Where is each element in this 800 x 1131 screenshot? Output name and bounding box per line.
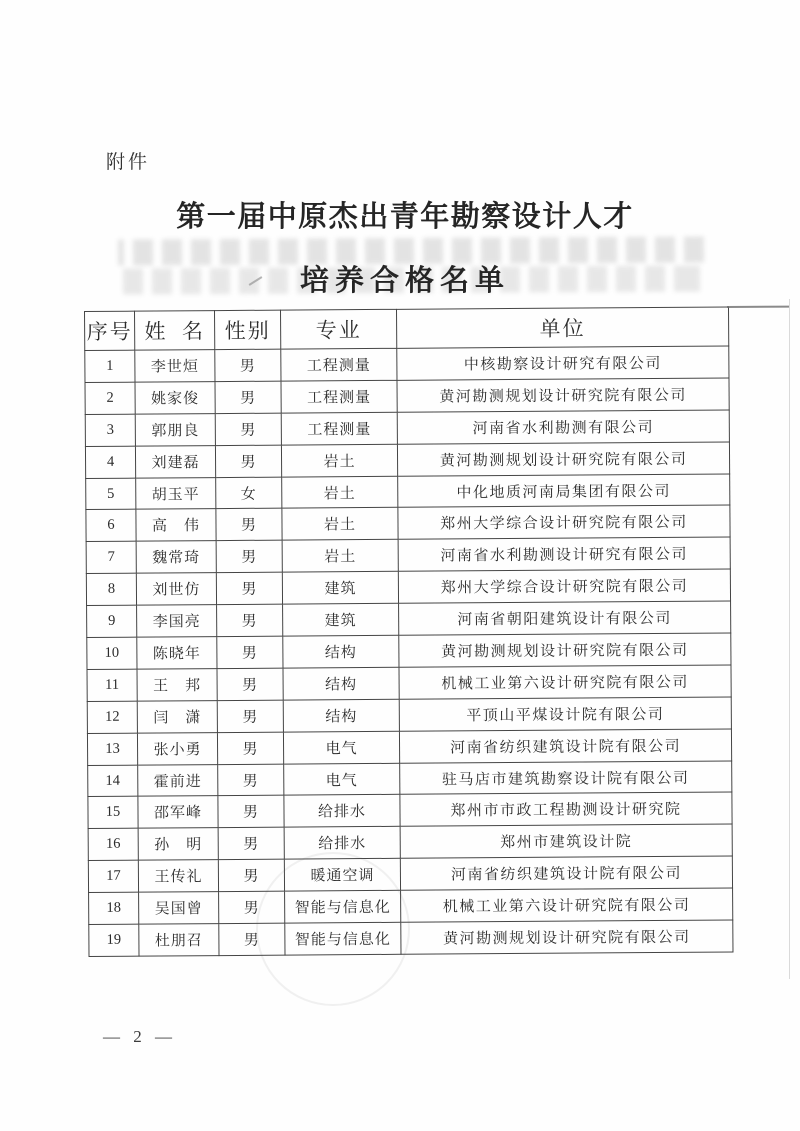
- cell-serial: 1: [85, 350, 135, 382]
- cell-gender: 男: [215, 445, 281, 477]
- cell-name: 邵军峰: [138, 796, 218, 828]
- table-row: [86, 474, 730, 510]
- cell-name: 王传礼: [138, 860, 218, 892]
- header-name: 姓 名: [135, 311, 215, 351]
- table-row: [86, 569, 730, 605]
- cell-specialty: 岩土: [282, 508, 398, 541]
- table-row: [89, 888, 733, 924]
- cell-name: 张小勇: [137, 732, 217, 764]
- table-row: [88, 824, 732, 860]
- cell-gender: 男: [219, 891, 285, 923]
- header-serial: 序号: [85, 311, 135, 350]
- table-row: [89, 920, 733, 956]
- cell-specialty: 工程测量: [281, 412, 397, 445]
- cell-unit: 郑州大学综合设计研究院有限公司: [398, 505, 730, 539]
- table-row: [88, 792, 732, 828]
- cell-serial: 14: [88, 765, 138, 797]
- cell-name: 闫 潇: [137, 700, 217, 732]
- cell-unit: 平顶山平煤设计院有限公司: [399, 697, 731, 731]
- cell-gender: 男: [215, 349, 281, 381]
- header-unit: 单位: [396, 307, 728, 348]
- cell-gender: 男: [217, 668, 283, 700]
- cell-serial: 11: [87, 669, 137, 701]
- cell-name: 刘建磊: [135, 445, 215, 477]
- cell-name: 高 伟: [136, 509, 216, 541]
- cell-name: 王 邦: [137, 668, 217, 700]
- cell-unit: 黄河勘测规划设计研究院有限公司: [401, 920, 733, 954]
- cell-serial: 5: [86, 478, 136, 510]
- cell-unit: 河南省朝阳建筑设计有限公司: [399, 601, 731, 635]
- cell-specialty: 工程测量: [281, 380, 397, 413]
- cell-specialty: 工程测量: [281, 348, 397, 381]
- cell-serial: 19: [89, 924, 139, 956]
- cell-serial: 18: [89, 892, 139, 924]
- cell-gender: 男: [215, 381, 281, 413]
- cell-unit: 河南省水利勘测设计研究有限公司: [398, 537, 730, 571]
- cell-gender: 男: [217, 604, 283, 636]
- cell-name: 孙 明: [138, 828, 218, 860]
- table-row: [87, 601, 731, 637]
- table-row: [88, 856, 732, 892]
- cell-gender: 男: [218, 827, 284, 859]
- document-title-line2: 培养合格名单: [299, 265, 510, 297]
- cell-unit: 驻马店市建筑勘察设计院有限公司: [400, 761, 732, 795]
- roster-table-container: [84, 306, 733, 956]
- cell-serial: 17: [88, 860, 138, 892]
- cell-unit: 河南省纺织建筑设计院有限公司: [399, 729, 731, 763]
- cell-specialty: 岩土: [282, 540, 398, 573]
- header-gender: 性别: [215, 310, 281, 349]
- cell-gender: 男: [217, 700, 283, 732]
- cell-unit: 机械工业第六设计研究院有限公司: [399, 665, 731, 699]
- cell-specialty: 岩土: [282, 476, 398, 509]
- cell-gender: 男: [216, 572, 282, 604]
- cell-unit: 中核勘察设计研究有限公司: [397, 346, 729, 380]
- cell-name: 胡玉平: [136, 477, 216, 509]
- cell-specialty: 电气: [284, 763, 400, 796]
- scan-edge-artifact: [789, 299, 790, 979]
- table-row: [85, 442, 729, 478]
- scan-line-artifact: [727, 305, 789, 307]
- qualified-list-table: [84, 306, 733, 956]
- cell-serial: 10: [87, 637, 137, 669]
- cell-name: 陈晓年: [137, 637, 217, 669]
- cell-unit: 黄河勘测规划设计研究院有限公司: [397, 442, 729, 476]
- table-row: [86, 505, 730, 541]
- cell-gender: 男: [218, 764, 284, 796]
- table-row: [87, 633, 731, 669]
- page-number: — 2 —: [103, 1027, 173, 1046]
- cell-name: 杜朋召: [139, 924, 219, 956]
- cell-specialty: 智能与信息化: [285, 922, 401, 955]
- cell-serial: 7: [86, 541, 136, 573]
- header-specialty: 专业: [280, 309, 396, 349]
- cell-name: 刘世仿: [136, 573, 216, 605]
- document-title-line1: 第一届中原杰出青年勘察设计人才: [176, 201, 634, 233]
- cell-specialty: 建筑: [283, 603, 399, 636]
- cell-serial: 9: [87, 605, 137, 637]
- table-row: [87, 665, 731, 701]
- cell-serial: 6: [86, 510, 136, 542]
- cell-serial: 15: [88, 797, 138, 829]
- table-row: [85, 346, 729, 382]
- cell-name: 魏常琦: [136, 541, 216, 573]
- cell-gender: 男: [217, 732, 283, 764]
- cell-gender: 男: [219, 923, 285, 955]
- cell-name: 郭朋良: [135, 413, 215, 445]
- cell-serial: 16: [88, 828, 138, 860]
- table-row: [85, 378, 729, 414]
- cell-gender: 男: [217, 636, 283, 668]
- cell-unit: 中化地质河南局集团有限公司: [398, 474, 730, 508]
- cell-name: 李国亮: [137, 605, 217, 637]
- table-row: [88, 761, 732, 797]
- cell-gender: 男: [216, 509, 282, 541]
- cell-unit: 郑州市建筑设计院: [400, 824, 732, 858]
- cell-serial: 12: [87, 701, 137, 733]
- cell-specialty: 岩土: [281, 444, 397, 477]
- cell-unit: 黄河勘测规划设计研究院有限公司: [399, 633, 731, 667]
- table-header-row: [85, 307, 729, 350]
- cell-specialty: 给排水: [284, 795, 400, 828]
- cell-unit: 郑州大学综合设计研究院有限公司: [398, 569, 730, 603]
- cell-name: 吴国曾: [139, 892, 219, 924]
- cell-name: 姚家俊: [135, 381, 215, 413]
- cell-unit: 黄河勘测规划设计研究院有限公司: [397, 378, 729, 412]
- table-row: [85, 410, 729, 446]
- cell-gender: 男: [218, 859, 284, 891]
- table-row: [86, 537, 730, 573]
- cell-specialty: 结构: [283, 635, 399, 668]
- cell-unit: 河南省纺织建筑设计院有限公司: [400, 856, 732, 890]
- cell-serial: 4: [85, 446, 135, 478]
- cell-serial: 2: [85, 382, 135, 414]
- cell-name: 霍前进: [138, 764, 218, 796]
- cell-gender: 男: [215, 413, 281, 445]
- cell-specialty: 智能与信息化: [285, 890, 401, 923]
- cell-serial: 3: [85, 414, 135, 446]
- attachment-label: 附件: [106, 152, 151, 173]
- cell-unit: 机械工业第六设计研究院有限公司: [401, 888, 733, 922]
- cell-specialty: 建筑: [282, 572, 398, 605]
- table-row: [87, 697, 731, 733]
- cell-gender: 男: [218, 796, 284, 828]
- cell-specialty: 电气: [283, 731, 399, 764]
- cell-gender: 男: [216, 540, 282, 572]
- cell-unit: 河南省水利勘测有限公司: [397, 410, 729, 444]
- cell-gender: 女: [216, 477, 282, 509]
- cell-name: 李世烜: [135, 350, 215, 382]
- cell-specialty: 结构: [283, 667, 399, 700]
- cell-serial: 8: [86, 573, 136, 605]
- cell-serial: 13: [87, 733, 137, 765]
- cell-specialty: 暖通空调: [284, 859, 400, 892]
- cell-specialty: 结构: [283, 699, 399, 732]
- table-row: [87, 729, 731, 765]
- cell-specialty: 给排水: [284, 827, 400, 860]
- cell-unit: 郑州市市政工程勘测设计研究院: [400, 792, 732, 826]
